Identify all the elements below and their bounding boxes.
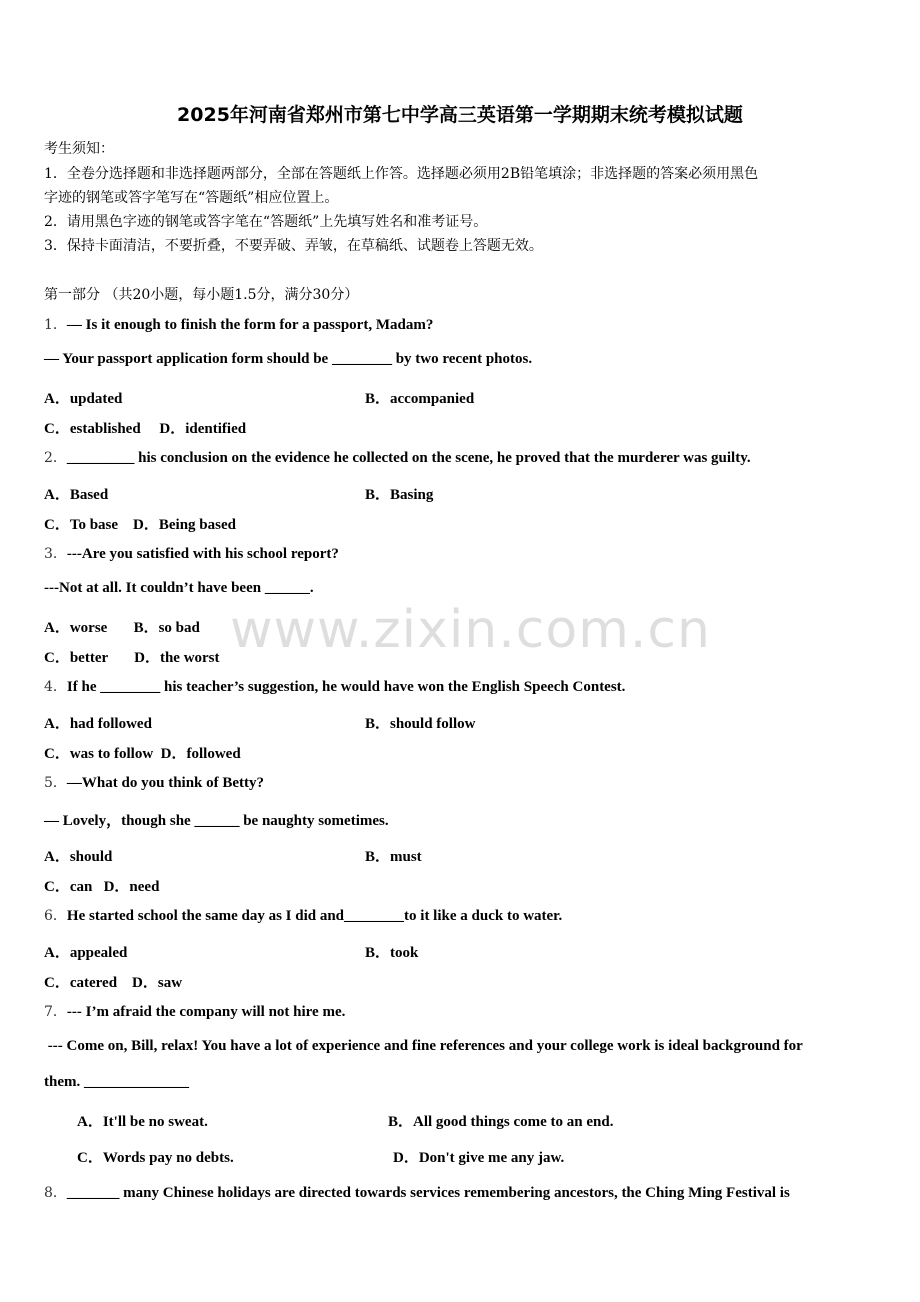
question-number: 6．: [44, 908, 67, 924]
question-3: [44, 543, 339, 563]
notice-item-2: 2．请用黑色字迹的钢笔或答字笔在“答题纸”上先填写姓名和准考证号。: [44, 214, 488, 230]
question-3-line-2: ---Not at all. It couldn’t have been ______.: [44, 580, 314, 596]
question-text: _________ his conclusion on the evidence he collected on the scene, he proved that the murderer was guilty.: [66, 450, 751, 466]
question-number: 5．: [44, 775, 67, 791]
question-number: 7．: [44, 1004, 67, 1020]
question-number: 1．: [44, 317, 67, 333]
q5-option-a: A．should: [44, 849, 113, 865]
notice-item-1a: 1．全卷分选择题和非选择题两部分，全部在答题纸上作答。选择题必须用2B铅笔填涂；非选择题的答案必须用黑色: [44, 166, 759, 182]
question-number: 8．: [44, 1185, 67, 1201]
question-text: If he ________ his teacher’s suggestion, he would have won the English Speech Contest.: [66, 679, 626, 695]
question-8: [44, 1182, 790, 1202]
q3-options-cd: C．better D．the worst: [44, 650, 220, 666]
question-text: —What do you think of Betty?: [66, 775, 265, 791]
q5-options-cd: C．can D．need: [44, 879, 160, 895]
q7-option-c: C．Words pay no debts.: [77, 1150, 234, 1166]
q1-options-cd: C．established D．identified: [44, 421, 247, 437]
q4-option-b: B．should follow: [365, 716, 476, 732]
question-2: [44, 447, 751, 467]
q7-option-b: B．All good things come to an end.: [388, 1114, 614, 1130]
notice-item-1b: 字迹的钢笔或答字笔写在“答题纸”相应位置上。: [44, 190, 339, 206]
question-5-line-2: — Lovely，though she ______ be naughty sometimes.: [44, 813, 389, 829]
question-text: — Is it enough to finish the form for a passport, Madam?: [66, 317, 434, 333]
section-heading: 第一部分 （共20小题，每小题1.5分，满分30分）: [44, 287, 359, 303]
q2-options-cd: C．To base D．Being based: [44, 517, 236, 533]
question-number: 4．: [44, 679, 67, 695]
question-7-line-3: them. ______________: [44, 1074, 189, 1090]
watermark: www.zixin.com.cn: [230, 600, 711, 660]
question-4: [44, 676, 625, 696]
q4-options-cd: C．was to follow D．followed: [44, 746, 241, 762]
q7-option-d: D．Don't give me any jaw.: [393, 1150, 565, 1166]
q5-option-b: B．must: [365, 849, 422, 865]
q3-options-ab: A．worse B．so bad: [44, 620, 200, 636]
question-1-line-2: — Your passport application form should be ________ by two recent photos.: [44, 351, 533, 367]
q6-option-a: A．appealed: [44, 945, 128, 961]
q2-option-a: A．Based: [44, 487, 109, 503]
question-number: 2．: [44, 450, 67, 466]
question-7-line-2: --- Come on, Bill, relax! You have a lot of experience and fine references and your college work is ideal background for: [44, 1038, 803, 1054]
q1-option-a: A．updated: [44, 391, 123, 407]
q6-option-b: B．took: [365, 945, 419, 961]
q6-options-cd: C．catered D．saw: [44, 975, 183, 991]
question-1: [44, 314, 433, 334]
question-text: He started school the same day as I did and________to it like a duck to water.: [66, 908, 563, 924]
notice-heading: 考生须知：: [44, 141, 114, 157]
page-title: 2025年河南省郑州市第七中学高三英语第一学期期末统考模拟试题: [177, 104, 743, 126]
q2-option-b: B．Basing: [365, 487, 434, 503]
q7-option-a: A．It'll be no sweat.: [77, 1114, 208, 1130]
q4-option-a: A．had followed: [44, 716, 152, 732]
question-text: _______ many Chinese holidays are directed towards services remembering ancestors, the Ching Ming Festival is: [66, 1185, 790, 1201]
question-text: ---Are you satisfied with his school report?: [66, 546, 339, 562]
question-7: [44, 1001, 345, 1021]
q1-option-b: B．accompanied: [365, 391, 475, 407]
question-5: [44, 772, 264, 792]
question-6: [44, 905, 562, 925]
notice-item-3: 3．保持卡面清洁，不要折叠，不要弄破、弄皱，在草稿纸、试题卷上答题无效。: [44, 238, 543, 254]
question-text: --- I’m afraid the company will not hire me.: [66, 1004, 346, 1020]
question-number: 3．: [44, 546, 67, 562]
